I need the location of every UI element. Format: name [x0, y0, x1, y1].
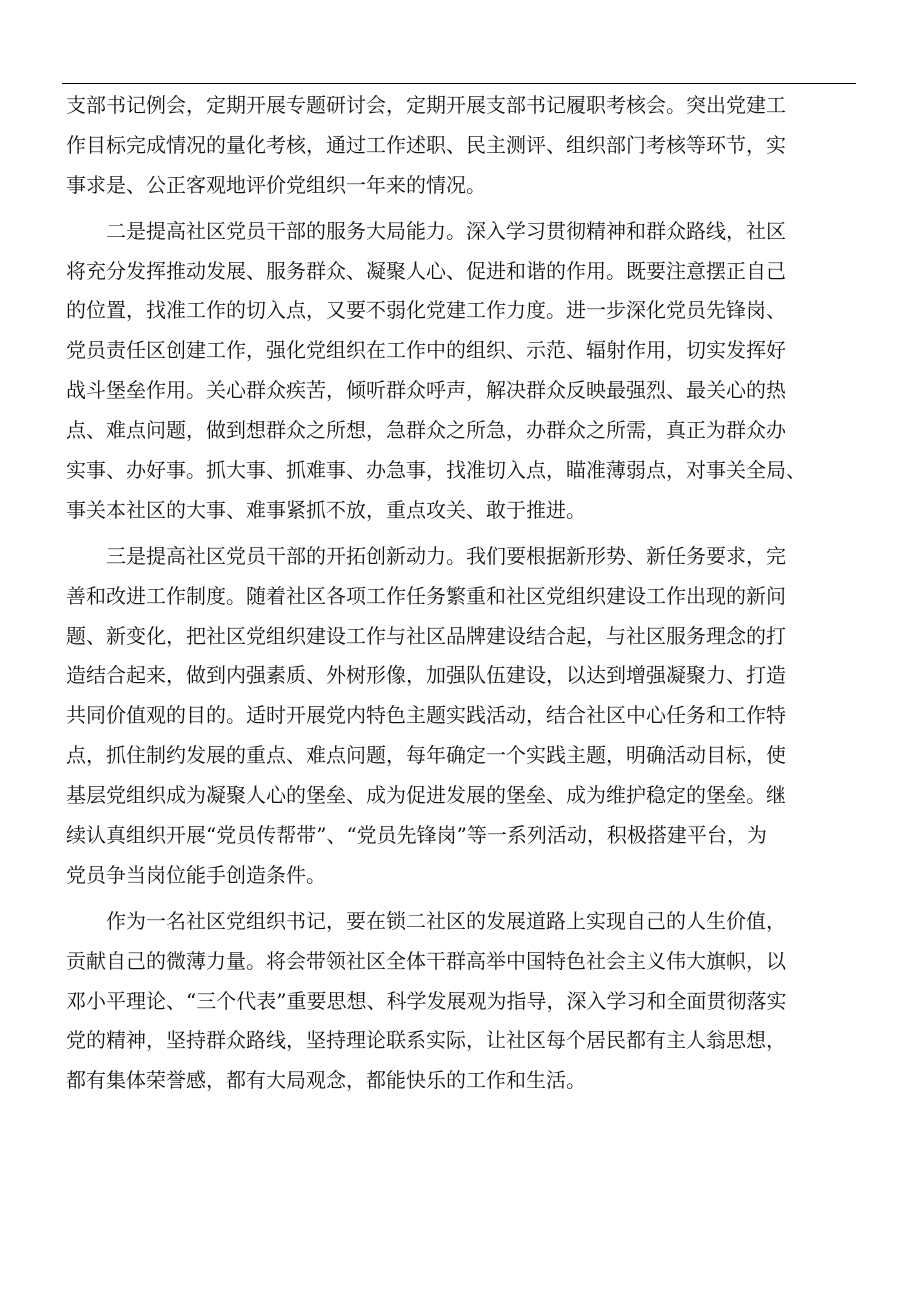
- text-line: 党员争当岗位能手创造条件。: [66, 862, 326, 887]
- paragraph-conclusion: [66, 902, 866, 1101]
- text-line: 战斗堡垒作用。关心群众疾苦，倾听群众呼声，解决群众反映最强烈、最关心的热: [66, 378, 786, 403]
- text-line: 作目标完成情况的量化考核，通过工作述职、民主测评、组织部门考核等环节，实: [66, 132, 786, 157]
- text-line: 题、新变化，把社区党组织建设工作与社区品牌建设结合起，与社区服务理念的打: [66, 623, 786, 648]
- text-line: 共同价值观的目的。适时开展党内特色主题实践活动，结合社区中心任务和工作特: [66, 703, 786, 728]
- text-line: 三是提高社区党员干部的开拓创新动力。我们要根据新形势、新任务要求，完: [106, 543, 786, 568]
- text-line: 造结合起来，做到内强素质、外树形像，加强队伍建设，以达到增强凝聚力、打造: [66, 663, 786, 688]
- text-line: 都有集体荣誉感，都有大局观念，都能快乐的工作和生活。: [66, 1068, 586, 1093]
- header-rule: [62, 83, 856, 84]
- text-line: 事求是、公正客观地评价党组织一年来的情况。: [66, 172, 486, 197]
- text-line: 点，抓住制约发展的重点、难点问题，每年确定一个实践主题，明确活动目标，使: [66, 743, 786, 768]
- text-line: 事关本社区的大事、难事紧抓不放，重点攻关、敢于推进。: [66, 497, 586, 522]
- text-line: 作为一名社区党组织书记，要在锁二社区的发展道路上实现自己的人生价值，: [106, 908, 786, 933]
- text-line: 点、难点问题，做到想群众之所想，急群众之所急，办群众之所需，真正为群众办: [66, 418, 786, 443]
- text-line: 续认真组织开展“党员传帮带”、“党员先锋岗”等一系列活动，积极搭建平台，为: [66, 823, 767, 848]
- text-line: 基层党组织成为凝聚人心的堡垒、成为促进发展的堡垒、成为维护稳定的堡垒。继: [66, 783, 786, 808]
- text-line: 党的精神，坚持群众路线，坚持理论联系实际，让社区每个居民都有主人翁思想，: [66, 1028, 786, 1053]
- paragraph-innovation: [66, 537, 866, 896]
- paragraph-continuation: [66, 86, 866, 206]
- paragraph-service-ability: [66, 212, 866, 531]
- text-line: 支部书记例会，定期开展专题研讨会，定期开展支部书记履职考核会。突出党建工: [66, 93, 786, 117]
- text-line: 二是提高社区党员干部的服务大局能力。深入学习贯彻精神和群众路线，社区: [106, 218, 786, 243]
- text-line: 的位置，找准工作的切入点，又要不弱化党建工作力度。进一步深化党员先锋岗、: [66, 298, 786, 323]
- text-line: 实事、办好事。抓大事、抓难事、办急事，找准切入点，瞄准薄弱点，对事关全局、: [66, 458, 806, 483]
- text-line: 将充分发挥推动发展、服务群众、凝聚人心、促进和谐的作用。既要注意摆正自己: [66, 258, 786, 283]
- document-body: [66, 86, 866, 1101]
- text-line: 党员责任区创建工作，强化党组织在工作中的组织、示范、辐射作用，切实发挥好: [66, 338, 786, 363]
- text-line: 贡献自己的微薄力量。将会带领社区全体干群高举中国特色社会主义伟大旗帜，以: [66, 948, 786, 973]
- text-line: 善和改进工作制度。随着社区各项工作任务繁重和社区党组织建设工作出现的新问: [66, 583, 786, 608]
- text-line: 邓小平理论、“三个代表”重要思想、科学发展观为指导，深入学习和全面贯彻落实: [66, 988, 787, 1013]
